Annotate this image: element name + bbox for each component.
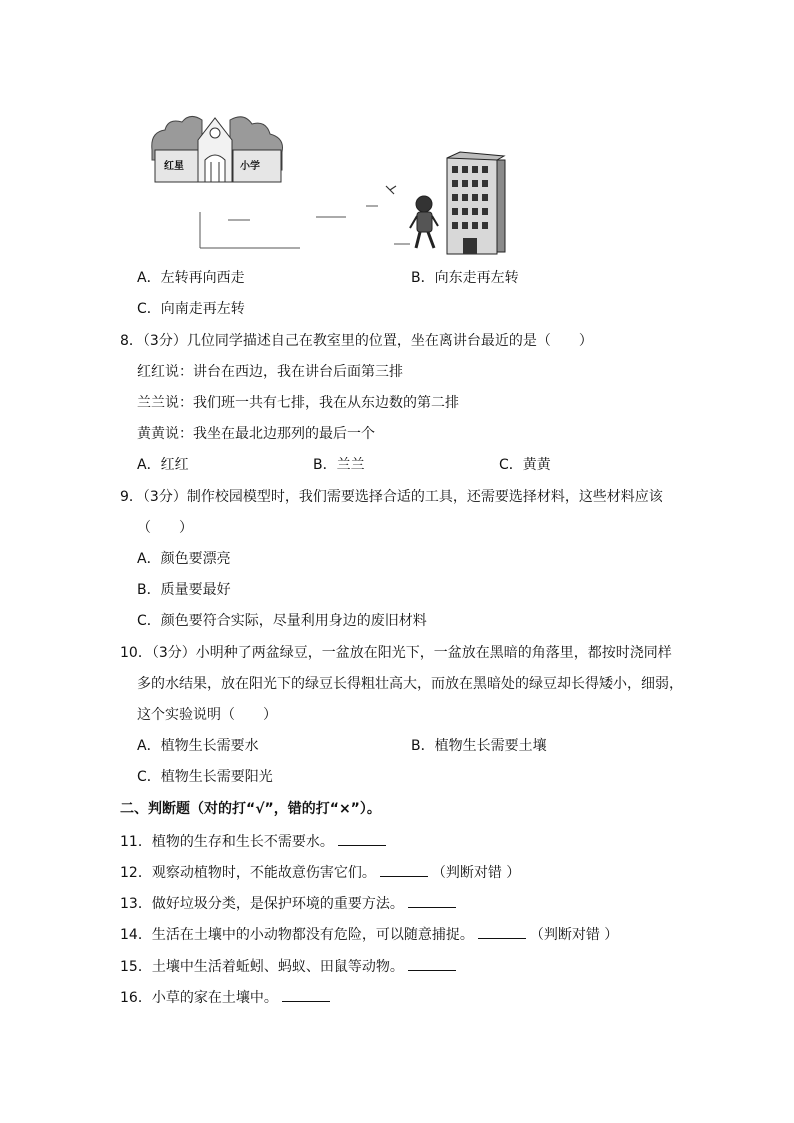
q8-statement: 兰兰说：我们班一共有七排，我在从东边数的第二排 [137,395,459,411]
q9-option-a: A．颜色要漂亮 [137,551,231,567]
judge-item-14: 14．生活在土壤中的小动物都没有危险，可以随意捕捉。 （判断对错 ） [120,924,618,944]
judge-item-15: 15．土壤中生活着蚯蚓、蚂蚁、田鼠等动物。 [120,956,460,976]
q9-option-b: B．质量要最好 [137,582,231,598]
path-lines [200,206,410,248]
child-icon [410,196,438,248]
answer-blank[interactable] [380,862,428,877]
q10-option-a: A．植物生长需要水 [137,738,259,754]
q10-option-b: B．植物生长需要土壤 [411,738,547,754]
school-right-label: 小学 [240,161,260,172]
q7-option-a: A．左转再向西走 [137,270,245,286]
q8-option-a: A．红红 [137,457,189,473]
school-left-label: 红星 [164,161,184,172]
section2-heading: 二、判断题（对的打“√”，错的打“×”）。 [120,801,381,817]
q10-stem: 10．（3分）小明种了两盆绿豆，一盆放在阳光下，一盆放在黑暗的角落里，都按时浇同样 [120,645,672,661]
q9-option-c: C．颜色要符合实际，尽量利用身边的废旧材料 [137,613,427,629]
school-door-icon [205,155,225,182]
q9-stem-cont: （ ） [137,520,193,536]
school-clock-icon [210,128,220,138]
answer-blank[interactable] [408,956,456,971]
map-figure [0,0,794,280]
q9-stem: 9．（3分）制作校园模型时，我们需要选择合适的工具，还需要选择材料，这些材料应该 [120,489,663,505]
judge-item-12: 12．观察动植物时，不能故意伤害它们。 （判断对错 ） [120,862,520,882]
q10-option-c: C．植物生长需要阳光 [137,769,273,785]
q7-option-c: C．向南走再左转 [137,301,245,317]
judge-item-16: 16．小草的家在土壤中。 [120,987,334,1007]
q10-stem-cont: 多的水结果，放在阳光下的绿豆长得粗壮高大，而放在黑暗处的绿豆却长得矮小，细弱， [137,676,683,692]
answer-blank[interactable] [478,924,526,939]
answer-blank[interactable] [338,831,386,846]
q8-option-c: C．黄黄 [499,457,551,473]
q7-option-b: B．向东走再左转 [411,270,519,286]
q8-option-b: B．兰兰 [313,457,365,473]
judge-item-11: 11．植物的生存和生长不需要水。 [120,831,390,851]
judge-item-13: 13．做好垃圾分类，是保护环境的重要方法。 [120,893,460,913]
answer-blank[interactable] [408,893,456,908]
q8-statement: 红红说：讲台在西边，我在讲台后面第三排 [137,364,403,380]
q10-stem-cont: 这个实验说明（ ） [137,707,277,723]
building-icon [447,152,505,254]
q8-stem: 8．（3分）几位同学描述自己在教室里的位置，坐在离讲台最近的是（ ） [120,333,593,349]
q8-statement: 黄黄说：我坐在最北边那列的最后一个 [137,426,375,442]
answer-blank[interactable] [282,987,330,1002]
